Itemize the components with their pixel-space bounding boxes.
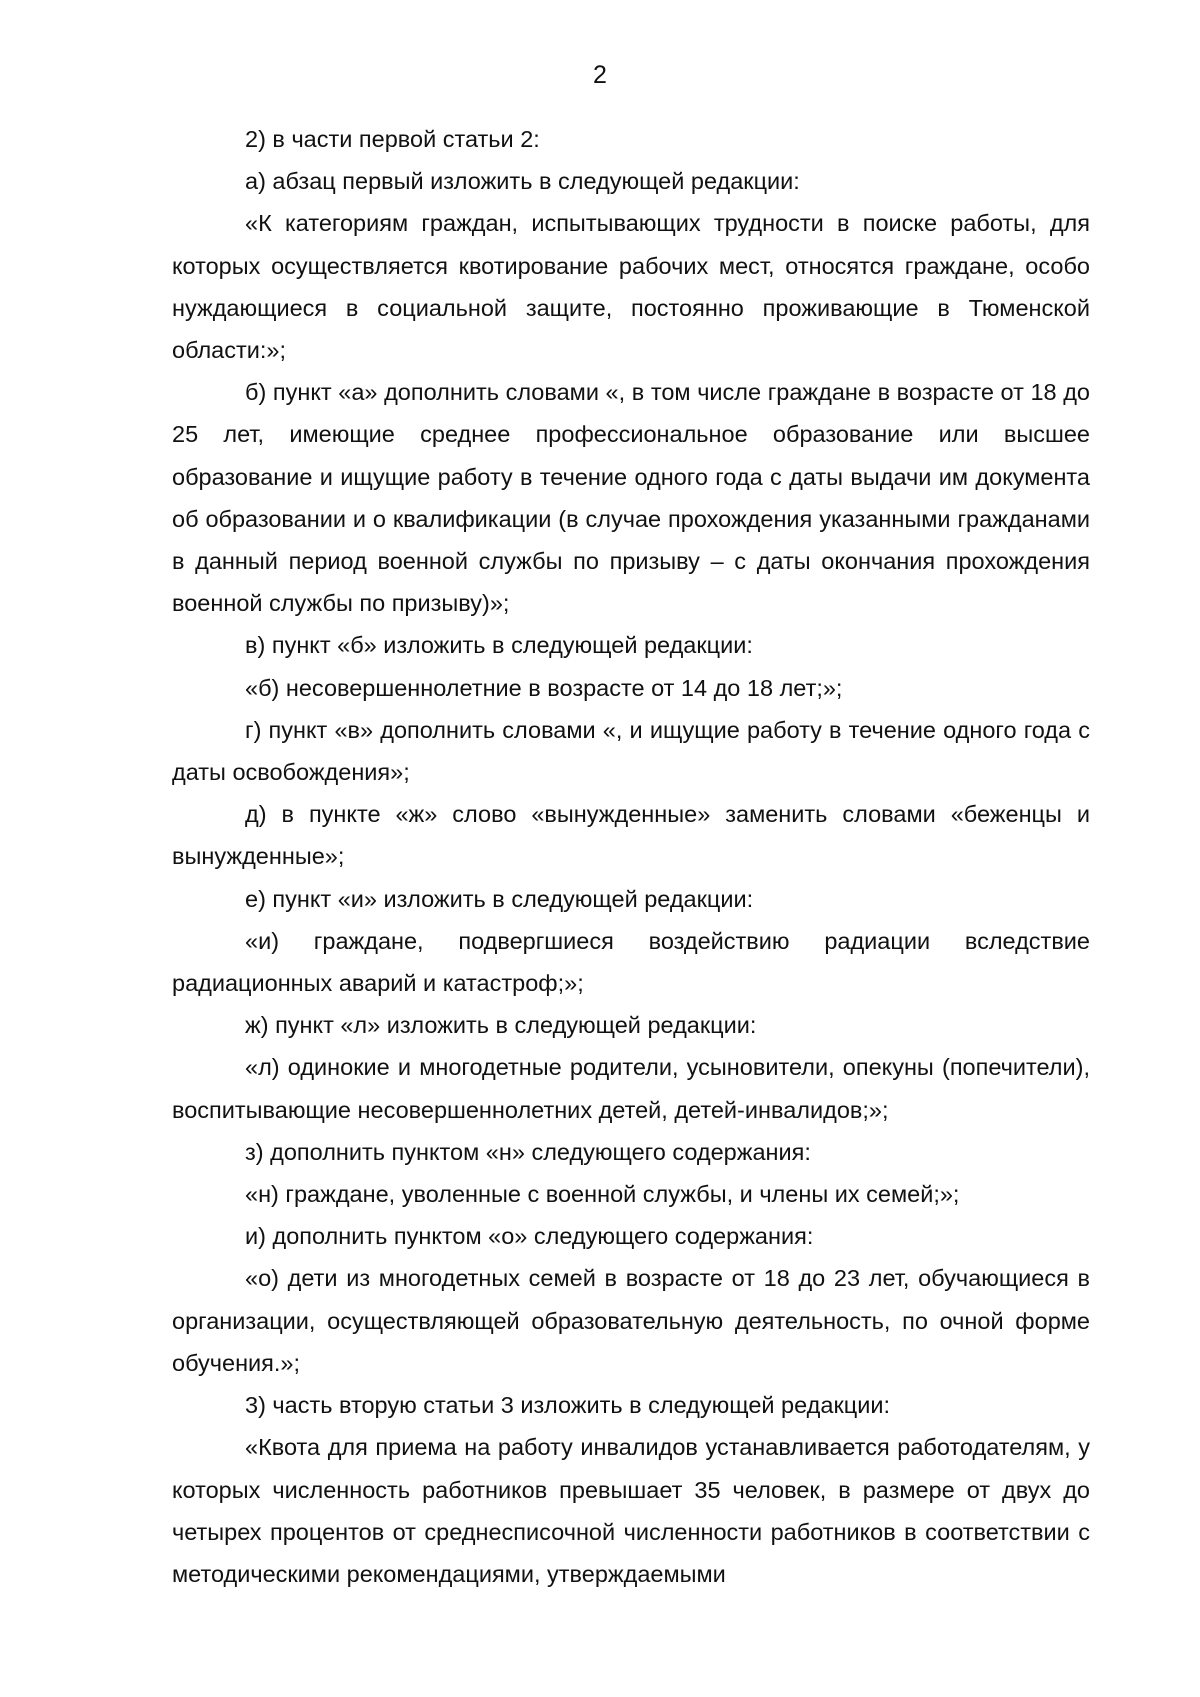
paragraph: «К категориям граждан, испытывающих трудности в поиске работы, для которых осуществляется квотирование рабочих мест, относятся граждане, особо нуждающиеся в социальной защите, постоянно проживающие в Тюменской области:»;: [172, 210, 1090, 364]
paragraph: «л) одинокие и многодетные родители, усыновители, опекуны (попечители), воспитывающие несовершеннолетних детей, детей-инвалидов;»;: [172, 1054, 1090, 1123]
paragraph: ж) пункт «л» изложить в следующей редакции:: [245, 1012, 757, 1039]
paragraph: а) абзац первый изложить в следующей редакции:: [245, 168, 800, 195]
paragraph: е) пункт «и» изложить в следующей редакции:: [245, 885, 754, 912]
page-number: 2: [593, 61, 607, 89]
paragraph: 2) в части первой статьи 2:: [245, 126, 540, 152]
paragraph: г) пункт «в» дополнить словами «, и ищущие работу в течение одного года с даты освобождения»;: [172, 716, 1090, 786]
paragraph: з) дополнить пунктом «н» следующего содержания:: [245, 1138, 811, 1165]
paragraph: в) пункт «б» изложить в следующей редакции:: [245, 632, 753, 659]
paragraph: «и) граждане, подвергшиеся воздействию радиации вследствие радиационных аварий и катастроф;»;: [172, 927, 1090, 997]
paragraph: 3) часть вторую статьи 3 изложить в следующей редакции:: [245, 1392, 890, 1419]
paragraph: «н) граждане, уволенные с военной службы, и члены их семей;»;: [245, 1181, 960, 1208]
paragraph: и) дополнить пунктом «о» следующего содержания:: [245, 1223, 814, 1250]
paragraph: «б) несовершеннолетние в возрасте от 14 до 18 лет;»;: [245, 674, 843, 701]
paragraph: б) пункт «а» дополнить словами «, в том числе граждане в возрасте от 18 до 25 лет, имеющие среднее профессиональное образование или высшее образование и ищущие работу в течение одного года с даты выдачи им документа об образовании и о квалификации (в случае прохождения указанными гражданами в данный период военной службы по призыву – с даты окончания прохождения военной службы по призыву)»;: [172, 379, 1090, 617]
paragraph: д) в пункте «ж» слово «вынужденные» заменить словами «беженцы и вынужденные»;: [172, 801, 1090, 870]
paragraph: «о) дети из многодетных семей в возрасте от 18 до 23 лет, обучающиеся в организации, осуществляющей образовательную деятельность, по очной форме обучения.»;: [172, 1265, 1090, 1376]
paragraph: «Квота для приема на работу инвалидов устанавливается работодателям, у которых численность работников превышает 35 человек, в размере от двух до четырех процентов от среднесписочной численности работников в соответствии с методическими рекомендациями, утверждаемыми: [172, 1434, 1090, 1587]
document-body: [172, 118, 1090, 1595]
